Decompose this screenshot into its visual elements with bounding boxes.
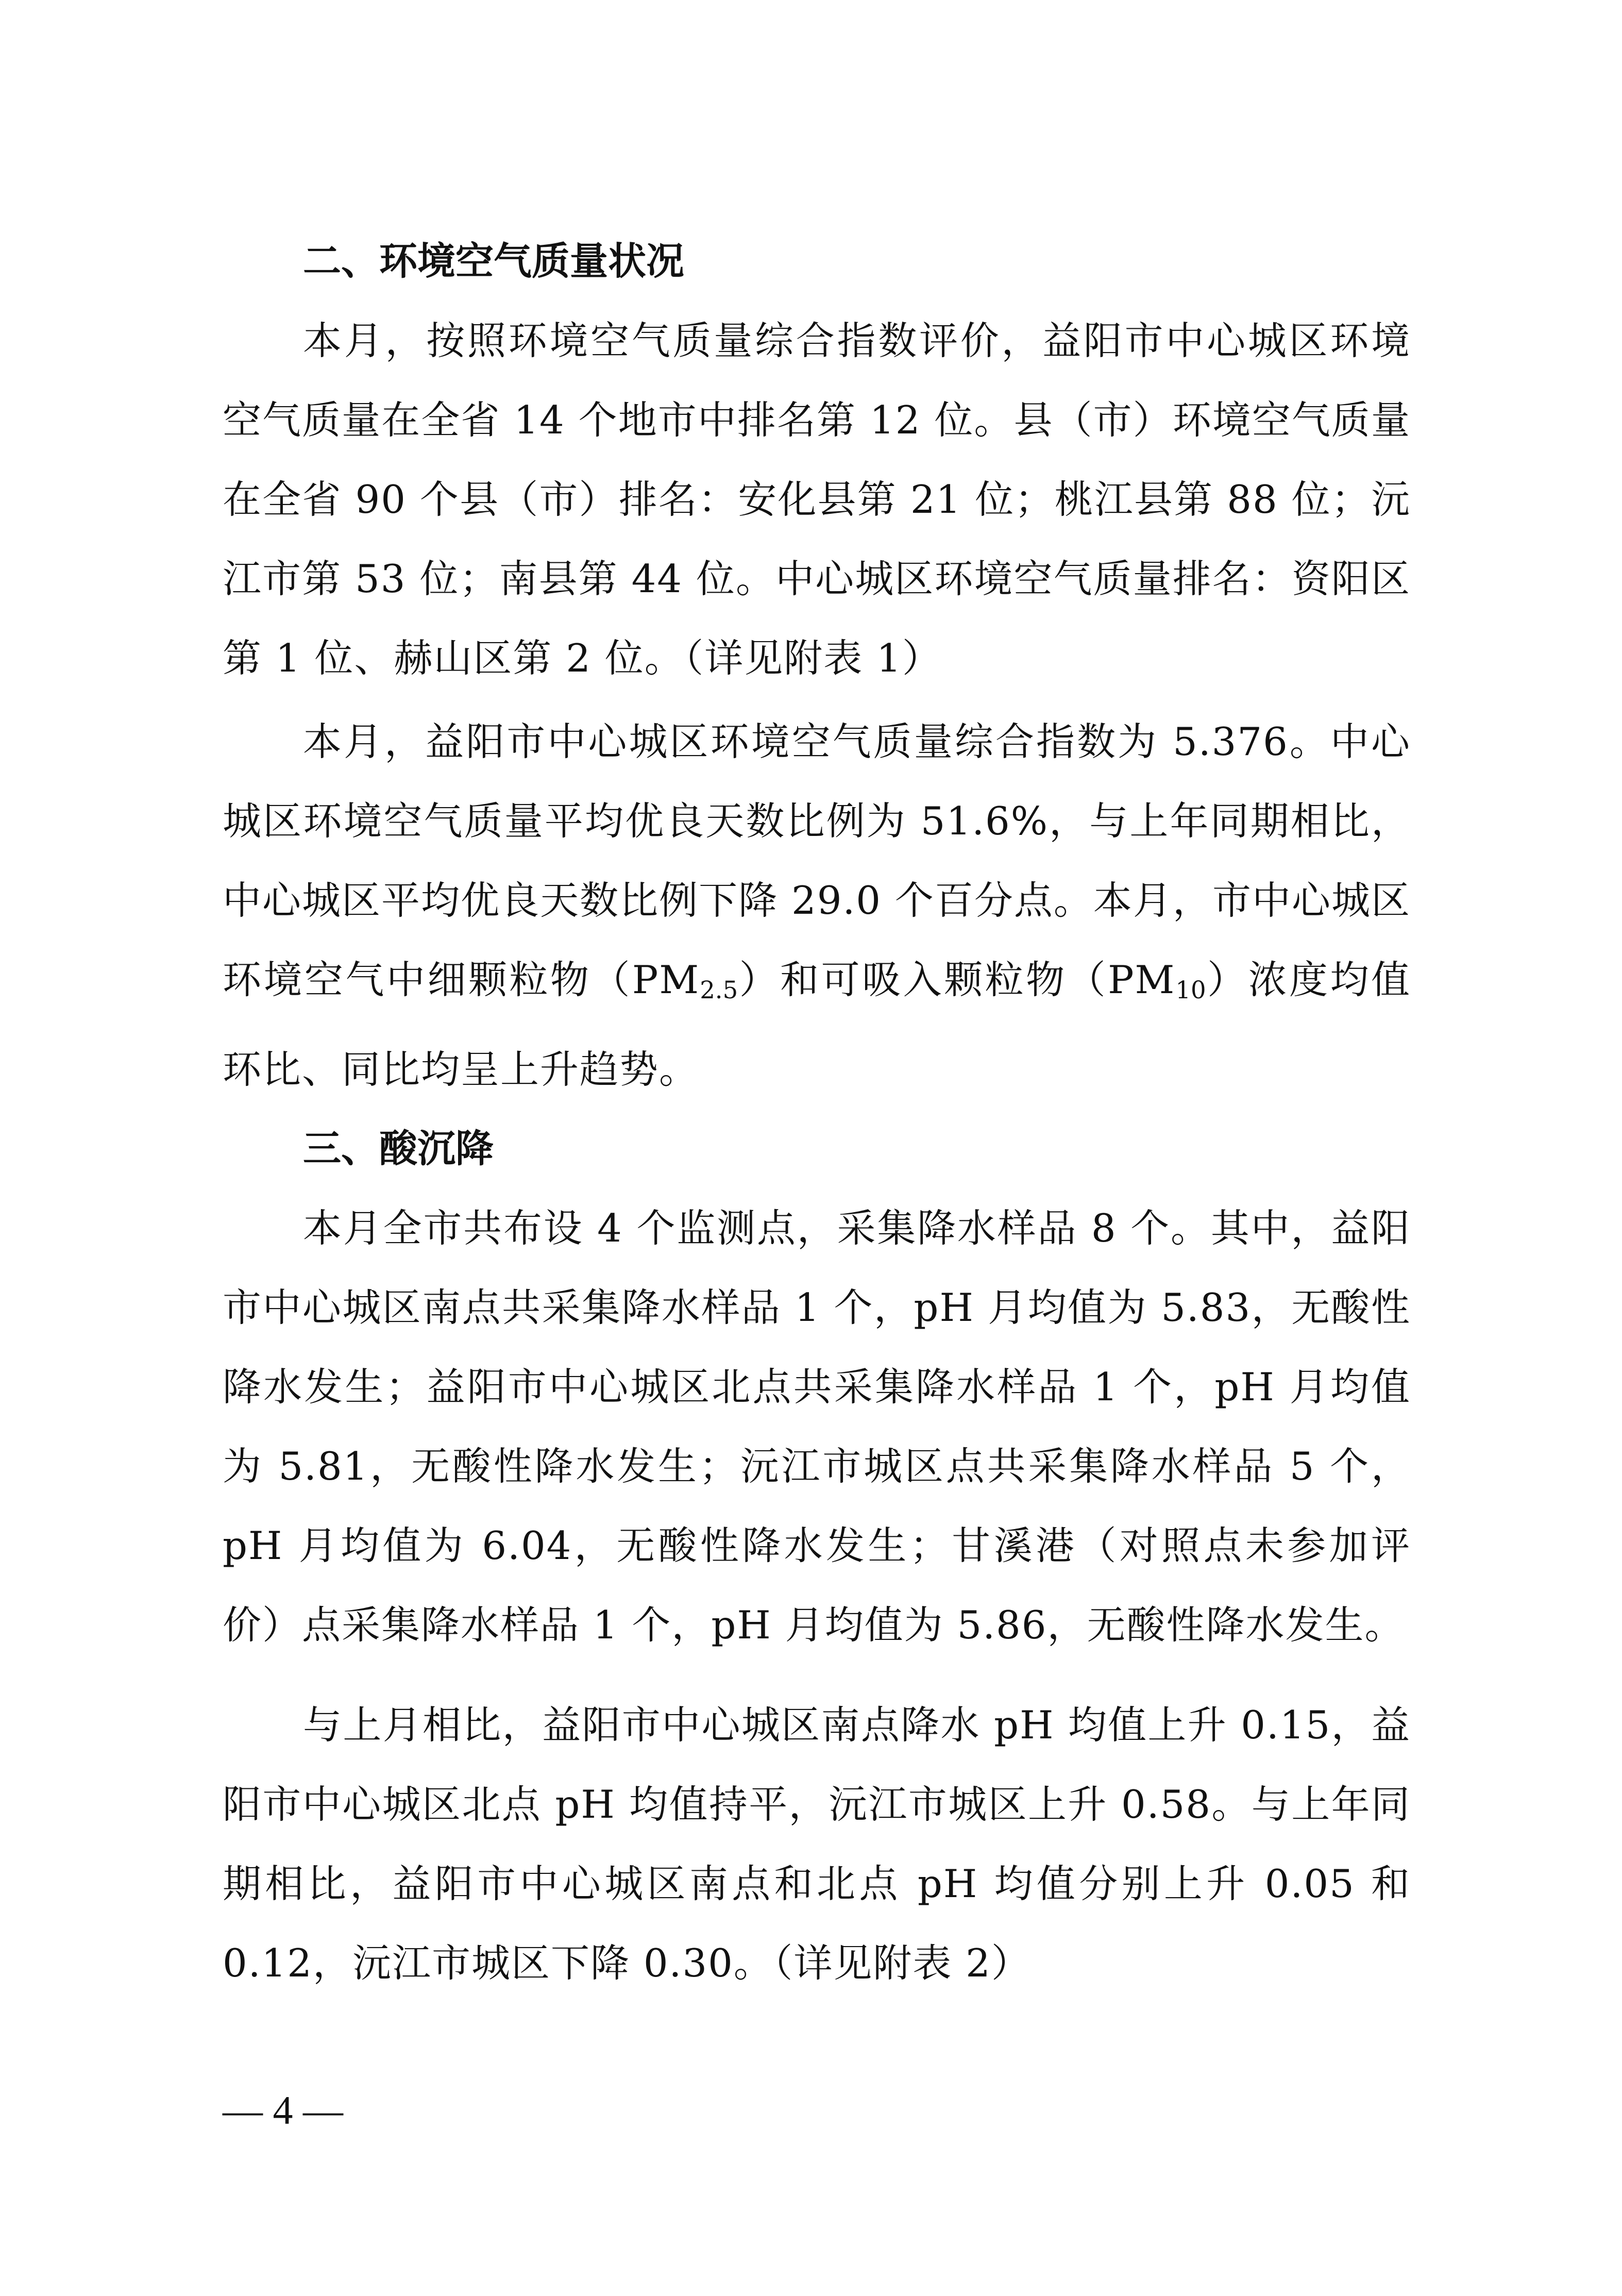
- paragraph-air-quality-ranking: 本月，按照环境空气质量综合指数评价，益阳市中心城区环境空气质量在全省 14 个地市中排名第 12 位。县（市）环境空气质量在全省 90 个县（市）排名：安化县第 21 位；桃江县第 88 位；沅江市第 53 位；南县第 44 位。中心城区环境空气质量排名：资阳区第 1 位、赫山区第 2 位。（详见附表 1）: [223, 318, 1411, 681]
- paragraph-air-quality-index-text-2: ）和可吸入颗粒物（PM: [738, 957, 1176, 1002]
- paragraph-air-quality-index-text-1: 本月，益阳市中心城区环境空气质量综合指数为 5.376。中心城区环境空气质量平均优良天数比例为 51.6%，与上年同期相比，中心城区平均优良天数比例下降 29.0 个百分点。本月，市中心城区环境空气中细颗粒物（PM: [223, 719, 1411, 1002]
- paragraph-air-quality-index-text-3: ）浓度均值环比、同比均呈上升趋势。: [223, 957, 1411, 1093]
- paragraph-air-quality-index: [223, 702, 1411, 1109]
- document-page: [223, 222, 1411, 2003]
- paragraph-spacer: [223, 1665, 1411, 1685]
- section-heading-acid-deposition: 三、酸沉降: [303, 1127, 494, 1171]
- paragraph-acid-deposition-comparison: 与上月相比，益阳市中心城区南点降水 pH 均值上升 0.15，益阳市中心城区北点 pH 均值持平，沅江市城区上升 0.58。与上年同期相比，益阳市中心城区南点和北点 pH 均值分别上升 0.05 和 0.12，沅江市城区下降 0.30。（详见附表 2）: [223, 1702, 1411, 1986]
- section-heading-air-quality: 二、环境空气质量状况: [303, 239, 684, 283]
- pm25-subscript: 2.5: [700, 976, 738, 1004]
- page-number: — 4 —: [223, 2088, 343, 2133]
- paragraph-spacer: [223, 698, 1411, 702]
- pm10-subscript: 10: [1175, 976, 1206, 1004]
- paragraph-acid-deposition-monitoring: 本月全市共布设 4 个监测点，采集降水样品 8 个。其中，益阳市中心城区南点共采集降水样品 1 个，pH 月均值为 5.83，无酸性降水发生；益阳市中心城区北点共采集降水样品 1 个，pH 月均值为 5.81，无酸性降水发生；沅江市城区点共采集降水样品 5 个，pH 月均值为 6.04，无酸性降水发生；甘溪港（对照点未参加评价）点采集降水样品 1 个，pH 月均值为 5.86，无酸性降水发生。: [223, 1205, 1411, 1648]
